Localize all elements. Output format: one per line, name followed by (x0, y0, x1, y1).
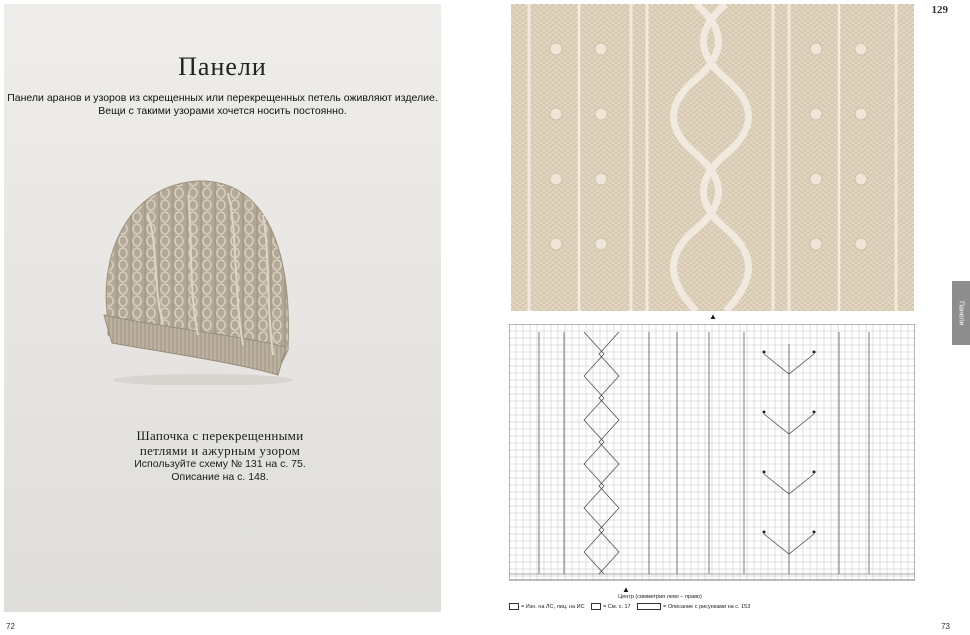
pattern-number: 129 (931, 4, 948, 16)
section-side-tab: Панели (952, 281, 970, 345)
center-marker-top: ▲ (709, 312, 717, 321)
symbol-cable-icon (637, 603, 661, 610)
legend-item (637, 603, 750, 610)
page-title: Панели (178, 52, 267, 81)
caption-title-line: Шапочка с перекрещенными (136, 428, 304, 443)
legend-text: = См. с. 17 (603, 603, 631, 610)
legend-text: = Изн. на ЛС, лиц. на ИС (521, 603, 585, 610)
intro-line: Панели аранов и узоров из скрещенных или перекрещенных петель оживляют изделие. (7, 92, 438, 104)
caption-title-line: петлями и ажурным узором (139, 443, 301, 458)
page-number-right: 73 (941, 622, 950, 631)
knitted-hat-image (88, 175, 308, 385)
symbol-bobble-icon (591, 603, 601, 610)
knit-swatch-photo (511, 4, 914, 311)
symbol-box-icon (509, 603, 519, 610)
caption-scheme-ref: Используйте схему № 131 на с. 75. (134, 458, 306, 470)
caption-description-ref: Описание на с. 148. (171, 471, 269, 483)
chart-legend (509, 603, 919, 610)
hat-caption (100, 428, 340, 484)
intro-text (4, 92, 441, 118)
legend-item (509, 603, 585, 610)
page-number-left: 72 (6, 622, 15, 631)
intro-line: Вещи с такими узорами хочется носить постоянно. (98, 105, 347, 117)
knitting-chart (509, 324, 915, 584)
center-symmetry-label: Центр (симметрия лево – право) (618, 594, 702, 600)
legend-text: = Описание с рисунками на с. 153 (663, 603, 751, 610)
right-page (485, 0, 970, 635)
center-marker-bottom: ▲ (622, 585, 630, 594)
legend-item (591, 603, 630, 610)
